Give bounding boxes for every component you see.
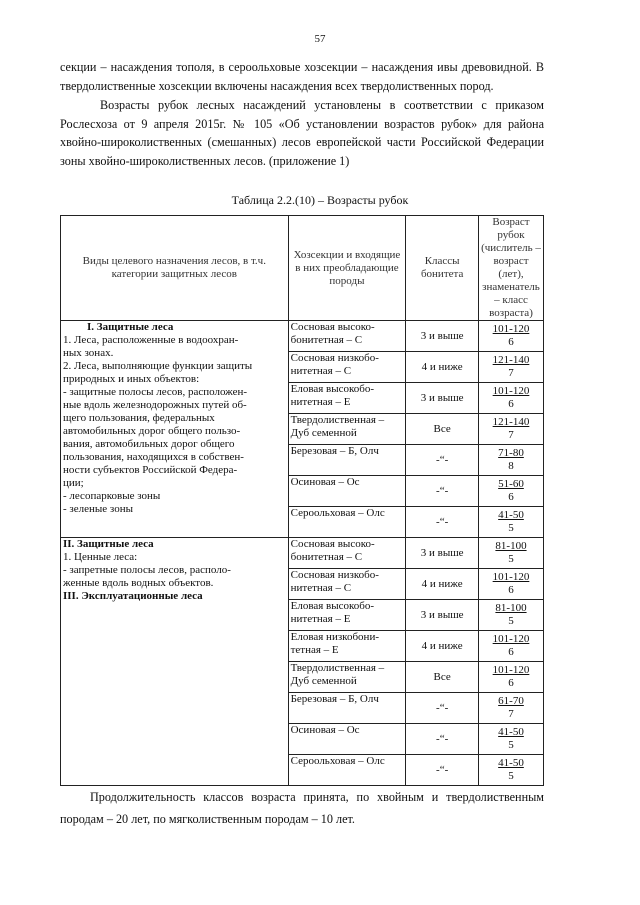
section-cell: Еловая высокобо-нитетная – Е [288,600,406,631]
age-years: 101-120 [492,323,530,335]
bonitet-class-cell: -“- [406,693,479,724]
section-cell: Березовая – Б, Олч [288,445,406,476]
bonitet-class-cell: -“- [406,445,479,476]
age-years: 71-80 [498,447,524,459]
bonitet-class-cell: -“- [406,724,479,755]
section-cell: Осиновая – Ос [288,724,406,755]
age-class: 6 [508,646,514,658]
header-cell: Классы бонитета [406,216,479,321]
purpose-line: - запретные полосы лесов, располо- [63,564,231,576]
cutting-age-table [60,215,544,786]
age-class: 5 [508,615,514,627]
age-years: 41-50 [498,509,524,521]
table-row [61,321,544,352]
bonitet-class-cell: 4 и ниже [406,352,479,383]
purpose-line: ных зонах. [63,347,114,359]
cutting-age-cell [479,755,544,786]
cutting-age-cell [479,414,544,445]
cutting-age-cell [479,476,544,507]
purpose-line: I. Защитные леса [87,321,174,333]
bonitet-class-cell: 4 и ниже [406,631,479,662]
paragraph: Возрасты рубок лесных насаждений установлены в соответствии с приказом Рослесхоза от 9 апреля 2015г. № 105 «Об установлении возрастов рубок» для района хвойно-широколиственных (смешанных) лесов европейской части Российской Федерации зоны хвойно-широколиственных лесов. (приложение 1) [60,98,544,168]
section-cell: Твердолиственная – Дуб семенной [288,662,406,693]
header-cell: Виды целевого назначения лесов, в т.ч. категории защитных лесов [61,216,289,321]
bonitet-class-cell: 3 и выше [406,321,479,352]
purpose-line: щего пользования, федеральных [63,412,215,424]
purpose-line: ции; [63,477,84,489]
age-class: 6 [508,677,514,689]
cutting-age-cell [479,507,544,538]
age-years: 81-100 [495,602,527,614]
cutting-age-cell [479,569,544,600]
bonitet-class-cell: Все [406,414,479,445]
bonitet-class-cell: 3 и выше [406,383,479,414]
forest-purpose-cell [61,321,289,538]
header-cell: Возраст рубок (числитель – возраст (лет), знаменатель – класс возраста) [479,216,544,321]
section-cell: Сероольховая – Олс [288,507,406,538]
purpose-line: ности субъектов Российской Федера- [63,464,238,476]
cutting-age-cell [479,600,544,631]
age-class: 6 [508,398,514,410]
section-cell: Твердолиственная – Дуб семенной [288,414,406,445]
purpose-line: 2. Леса, выполняющие функции защиты [63,360,253,372]
bonitet-class-cell: 3 и выше [406,538,479,569]
purpose-line: ные вдоль железнодорожных путей об- [63,399,247,411]
age-years: 101-120 [492,385,530,397]
age-class: 7 [508,708,514,720]
bonitet-class-cell: -“- [406,755,479,786]
age-years: 121-140 [492,416,530,428]
age-class: 7 [508,367,514,379]
cutting-age-cell [479,631,544,662]
page-number: 57 [314,33,326,45]
purpose-line: женные вдоль водных объектов. [63,577,214,589]
bonitet-class-cell: -“- [406,507,479,538]
age-class: 6 [508,336,514,348]
purpose-line: природных и иных объектов: [63,373,200,385]
purpose-line: III. Эксплуатационные леса [63,590,203,602]
table-caption: Таблица 2.2.(10) – Возрасты рубок [231,193,409,207]
header-cell: Хозсекции и входящие в них преобладающие породы [288,216,406,321]
purpose-line: - защитные полосы лесов, расположен- [63,386,248,398]
age-class: 5 [508,739,514,751]
purpose-line: 1. Леса, расположенные в водоохран- [63,334,239,346]
section-cell: Сосновая низкобо-нитетная – С [288,569,406,600]
cutting-age-cell [479,445,544,476]
age-years: 61-70 [498,695,524,707]
bonitet-class-cell: 3 и выше [406,600,479,631]
age-years: 41-50 [498,726,524,738]
cutting-age-cell [479,662,544,693]
section-cell: Сероольховая – Олс [288,755,406,786]
age-class: 5 [508,553,514,565]
table-row [61,538,544,569]
age-years: 101-120 [492,664,530,676]
purpose-line: автомобильных дорог общего пользо- [63,425,241,437]
cutting-age-cell [479,321,544,352]
age-class: 5 [508,770,514,782]
purpose-line: 1. Ценные леса: [63,551,138,563]
age-years: 121-140 [492,354,530,366]
purpose-line: - лесопарковые зоны [63,490,161,502]
purpose-line: - зеленые зоны [63,503,133,515]
cutting-age-cell [479,383,544,414]
forest-purpose-cell [61,538,289,786]
age-class: 5 [508,522,514,534]
section-cell: Еловая низкобони-тетная – Е [288,631,406,662]
age-years: 51-60 [498,478,524,490]
cutting-age-cell [479,724,544,755]
purpose-line: вания, автомобильных дорог общего [63,438,235,450]
bonitet-class-cell: 4 и ниже [406,569,479,600]
section-cell: Березовая – Б, Олч [288,693,406,724]
paragraph: секции – насаждения тополя, в сероольховые хозсекции – насаждения ивы древовидной. В твердолиственные хозсекции включены насаждения всех твердолиственных пород. [60,60,544,93]
age-years: 81-100 [495,540,527,552]
age-years: 101-120 [492,633,530,645]
section-cell: Сосновая высоко-бонитетная – С [288,321,406,352]
cutting-age-cell [479,693,544,724]
section-cell: Осиновая – Ос [288,476,406,507]
cutting-age-cell [479,352,544,383]
section-cell: Сосновая низкобо-нитетная – С [288,352,406,383]
age-class: 8 [508,460,514,472]
age-years: 41-50 [498,757,524,769]
age-class: 6 [508,584,514,596]
bonitet-class-cell: Все [406,662,479,693]
section-cell: Еловая высокобо-нитетная – Е [288,383,406,414]
bonitet-class-cell: -“- [406,476,479,507]
section-cell: Сосновая высоко-бонитетная – С [288,538,406,569]
paragraph: Продолжительность классов возраста принята, по хвойным и твердолиственным породам – 20 лет, по мягколиственным породам – 10 лет. [60,790,544,826]
age-class: 6 [508,491,514,503]
age-class: 7 [508,429,514,441]
purpose-line: пользования, находящихся в собствен- [63,451,244,463]
purpose-line: II. Защитные леса [63,538,154,550]
cutting-age-cell [479,538,544,569]
age-years: 101-120 [492,571,530,583]
table-header-row [61,216,544,321]
